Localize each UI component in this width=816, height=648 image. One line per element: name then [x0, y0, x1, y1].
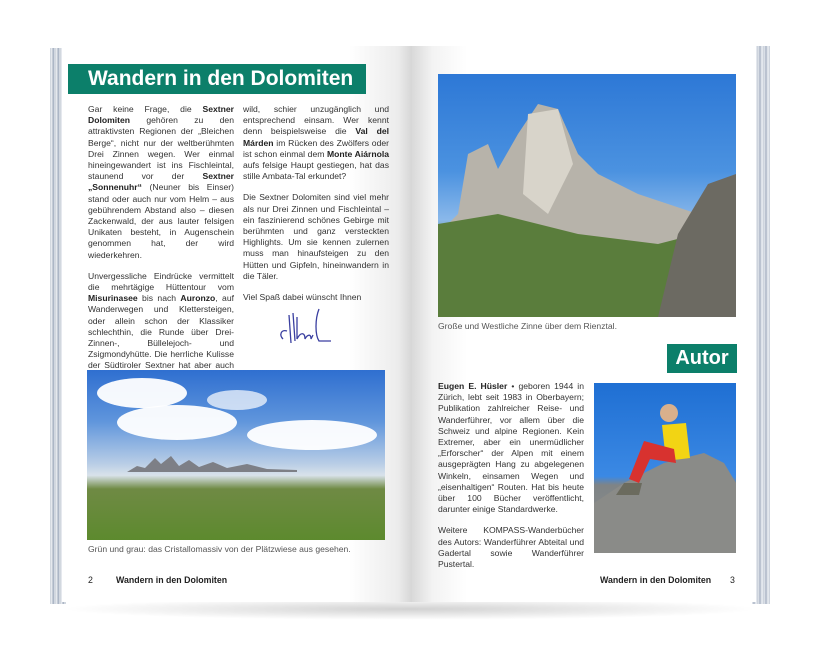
text-run: Die Sextner Dolomiten sind viel mehr als nur Drei Zinnen und Fischleintal – ein faszinierend schönes Gebirge mit berühmten und ganz versteckten Highlights. Um sie kennen zulernen muss man hinaufsteigen zu den Hütten und Gipfeln, hineinwandern in die Täler. — [243, 192, 389, 281]
text-column-2 — [243, 104, 389, 313]
bold-text: Val del Márden — [243, 126, 389, 148]
cloud — [207, 390, 267, 410]
cloud — [247, 420, 377, 450]
text-run: Weitere KOMPASS-Wanderbücher des Autors: Wanderführer Abteital und Gadertal sowie Wanderführer Pustertal. — [438, 525, 584, 570]
paragraph — [243, 104, 389, 182]
bold-text: Sextner Dolomiten — [88, 104, 234, 126]
running-title-right: Wandern in den Dolomiten — [600, 575, 712, 585]
text-run: aufs felsige Haupt gestiegen, hat das stille Ambata-Tal erkundet? — [243, 160, 389, 182]
text-run: Unvergessliche Eindrücke vermittelt die mehrtägige Hüttentour vom — [88, 270, 234, 293]
text-run: (Neuner bis Einser) stand oder auch nur vom Helm – aus gebührendem Abstand also – diesen Zackenwald, der aus lauter felsigen Unikaten besteht, in Augenschein genommen hat, der wird wiederkehren. — [88, 182, 234, 260]
author-text — [438, 381, 584, 580]
bold-text: Monte Aiárnola — [327, 148, 389, 159]
text-run: bis nach — [137, 293, 181, 304]
paragraph — [243, 192, 389, 282]
bold-text: Misurinasee — [88, 293, 138, 304]
peaks-illustration — [438, 74, 736, 317]
mountain-ridge — [127, 452, 297, 472]
author-illustration — [594, 383, 736, 553]
paragraph — [438, 525, 584, 570]
photo-caption-left: Grün und grau: das Cristallomassiv von der Plätzwiese aus gesehen. — [88, 544, 351, 554]
bold-text: Eugen E. Hüsler — [438, 381, 508, 391]
paragraph — [438, 381, 584, 515]
text-run: • geboren 1944 in Zürich, lebt seit 1983 in Oberbayern; Publikation zahlreicher Reise- und Wanderführer, vor allem über die Schweiz und alpine Regionen. Kein Extremer, aber ein unermüdlicher „Erforscher“ der Alpen mit einem ausgeprägten Hang zu abgelegenen Winkeln, einsamen Wegen und „eisenhaltigen“ Routen. Hat bis heute über 100 Bücher veröffentlicht, darunter einige Standardwerke. — [438, 381, 584, 515]
text-column-1 — [88, 104, 234, 415]
text-run: , auf Wanderwegen und Klettersteigen, oder allein schon der Klassiker schlechthin, die Runde über Drei-Zinnen-, Büllelejoch- und Zsigmondyhütte. Die herrliche Kulisse der Südtiroler Sextner hat aber auch — [88, 293, 234, 371]
text-run: im Rücken des Zwölfers oder ist schon einmal dem — [243, 137, 389, 159]
signature — [275, 305, 335, 350]
chapter-title: Wandern in den Dolomiten — [68, 64, 366, 94]
photo-caption-right: Große und Westliche Zinne über dem Rienztal. — [438, 321, 617, 331]
cloud — [97, 378, 187, 408]
running-title-left: Wandern in den Dolomiten — [116, 575, 228, 585]
text-run: Gar keine Frage, die — [88, 104, 203, 114]
page-number-right: 3 — [730, 575, 735, 585]
paragraph — [243, 292, 389, 303]
photo-author — [594, 383, 736, 553]
text-run: Viel Spaß dabei wünscht Ihnen — [243, 292, 362, 303]
paragraph — [88, 104, 234, 261]
text-run: gehören zu den attraktivsten Regionen der „Bleichen Berge“, nicht nur der weltberühmten Drei Zinnen wegen. Wer einmal hineingewandert ist ins Fischleintal, staunend vor der — [88, 115, 234, 182]
bold-text: Auronzo — [180, 293, 216, 304]
photo-cristallo-meadow — [87, 370, 385, 540]
text-run: wild, schier unzugänglich und entsprechend einsam. Wer kennt denn beispielsweise die — [243, 104, 389, 137]
author-heading: Autor — [667, 344, 737, 373]
photo-drei-zinnen — [438, 74, 736, 317]
page-number-left: 2 — [88, 575, 93, 585]
cloud — [117, 405, 237, 440]
bold-text: Sextner „Sonnenuhr“ — [88, 171, 234, 193]
